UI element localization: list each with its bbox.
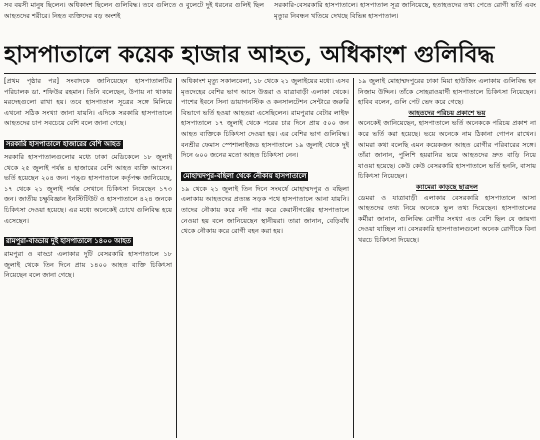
column-2-body-1: অধিকাংশ মৃত্যু সকালবেলা, ১৮ থেকে ২১ জুলাইয়ের মধ্যে। এসব মৃতদেহের বেশির ভাগ আসে উত্তরা ও যাত্রাবাড়ী এলাকা থেকে। পাশের ইবনে সিনা ডায়াগনস্টিক ও কনসালটেশন সেন্টারে জরুরি বিভাগে ভর্তি হওয়া আহতরা এসেছিলেন। রামপুরার বেটার লাইফ হাসপাতালে ১৭ জুলাই থেকে পরের চার দিনে প্রায় ৫০০ জন আহত ব্যক্তিকে চিকিৎসা দেওয়া হয়। এর বেশির ভাগ গুলিবিদ্ধ। বনশ্রীর ফেমাস স্পেশালাইজড হাসপাতালে ১৯ জুলাই থেকে দুই দিনে ৬০০ জনের মতো আহত চিকিৎসা নেন। (181, 77, 349, 160)
column-divider-1 (176, 78, 177, 438)
subheading-rampura-badda: রামপুরা-বাড্ডায় দুই হাসপাতালে ১৪০০ আহত (6, 237, 131, 246)
subheading-camera: ক্যামেরা কাড়ছে ছাত্রদল (416, 182, 478, 191)
subheading-mohammadpur-boat: মোহাম্মদপুর-বছিলা থেকে নৌকায় হাসপাতালে (183, 171, 307, 180)
top-fragment-right (274, 0, 536, 36)
column-2-body-2: ১৯ থেকে ২১ জুলাই তিন দিনে সংঘর্ষে মোহাম্মদপুর ও বছিলা এলাকায় আহতদের প্রত্যন্ত সড়ক পথে হাসপাতালে আনা যায়নি। তাদের নৌকায় করে নদী পার করে কেরানীগঞ্জের হাসপাতালে নেওয়া হয় বলে জানিয়েছেন স্থানীয়রা। তারা জানান, বেড়িবাঁধ থেকে নৌকায় করে রোগী বহন করা হয়। (181, 184, 349, 236)
column-3-body-3: ডেমরা ও যাত্রাবাড়ী এলাকার বেসরকারি হাসপাতালে আসা আহতদের তথ্য নিয়ে অনেকে ভুল তথ্য দিয়েছেন। হাসপাতালের কর্মীরা জানান, গুলিবিদ্ধ রোগীর সংখ্যা এত বেশি ছিল যে জায়গা দেওয়া যাচ্ছিল না। বেসরকারি হাসপাতালগুলো অনেক রোগীকে বিনা খরচে চিকিৎসা দিয়েছে। (358, 193, 536, 244)
subheading-identity-fear: আহতদের পরিচয় প্রকাশে ভয় (408, 108, 486, 117)
top-fragment-left (4, 0, 264, 36)
column-3-body-2: অনেকেই জানিয়েছেন, হাসপাতালে ভর্তি অনেককে পরিচয় প্রকাশ না করে ভর্তি করা হয়েছে। ভয়ে অনেকে নাম ঠিকানা গোপন রাখেন। আমরা কথা বলেছি এমন কয়েকজন আহত রোগীর পরিবারের সঙ্গে। তাঁরা জানান, পুলিশি হয়রানির ভয়ে আহতদের দ্রুত বাড়ি নিয়ে যাওয়া হয়েছে। কেউ কেউ বেসরকারি হাসপাতালে ভর্তি হননি, বাসায় চিকিৎসা নিয়েছেন। (358, 119, 536, 181)
column-divider-2 (353, 78, 354, 438)
top-fragment-left-text: সব বয়সী মানুষ ছিলেন। অধিকাংশ ছিলেন গুলিবিদ্ধ। তবে গুলিতে ও বুলেটে দুই ধরনের গুলিই ছিল আহতদের শরীরে। নিহত ব্যক্তিদের বড় অংশই (4, 1, 264, 20)
headline: হাসপাতালে কয়েক হাজার আহত, অধিকাংশ গুলিবিদ্ধ (4, 41, 495, 68)
subheading-government-hospitals: সরকারি হাসপাতালে হাজারের বেশি আহত (6, 139, 121, 148)
column-1-body-1: সরকারি হাসপাতালগুলোর মধ্যে ঢাকা মেডিকেলে ১৮ জুলাই থেকে ২৫ জুলাই পর্যন্ত ৪ হাজারের বেশি আহত ব্যক্তি আসেন। ভর্তি হয়েছেন ২০৪ জন। পঙ্গু হাসপাতালে কর্তৃপক্ষ জানিয়েছে, ১৭ থেকে ২১ জুলাই পর্যন্ত সেখানে চিকিৎসা নিয়েছেন ১৭৩ জন। জাতীয় চক্ষুবিজ্ঞান ইনস্টিটিউট ও হাসপাতালে ৪২৪ জনকে চিকিৎসা দেওয়া হয়েছে। এর মধ্যে অনেকেই চোখে গুলিবিদ্ধ হয়ে এসেছেন। (4, 152, 172, 225)
column-3 (358, 76, 536, 440)
column-1 (4, 76, 172, 440)
column-3-body-1: ১৯ জুলাই মোহাম্মদপুরের ঢাকা মিয়া হাউজিং এলাকায় গুলিবিদ্ধ হন নিজাম উদ্দিন। তাঁকে সোহরাওয়ার্দী হাসপাতালে চিকিৎসা নিয়েছেন। হাবিব বলেন, গুলি পেট ভেদ করে গেছে। (358, 77, 536, 107)
column-2 (181, 76, 349, 440)
headline-rule (4, 73, 536, 74)
column-1-intro: [প্রথম পৃষ্ঠার পর] সংবাদকে জানিয়েছেন হাসপাতালটির পরিচালক ডা. শফিউর রহমান। তিনি বলেছেন, উপায় না থাকায় মরদেহগুলো রাখা হয়। তবে হাসপাতাল সূত্রের সঙ্গে মিলিয়ে এখনো সঠিক সংখ্যা জানা যায়নি। এদিকে সরকারি হাসপাতালে আহতদের চাপ সবচেয়ে বেশি বলে জানা গেছে। (4, 77, 172, 128)
top-fragment-right-text: সরকারি-বেসরকারি হাসপাতালে। হাসপাতাল সূত্র জানিয়েছে, হতাহতদের তথ্য পেতে রোগী ভর্তি এবং মৃত্যুর নিবন্ধন খতিয়ে দেখছে বিভিন্ন হাসপাতাল। (274, 1, 536, 20)
column-1-body-2: রামপুরা ও বাড্ডা এলাকার দুটি বেসরকারি হাসপাতালে ১৮ জুলাই থেকে তিন দিনে প্রায় ১৪০০ আহত ব্যক্তি চিকিৎসা নিয়েছেন বলে জানা গেছে। (4, 250, 172, 280)
